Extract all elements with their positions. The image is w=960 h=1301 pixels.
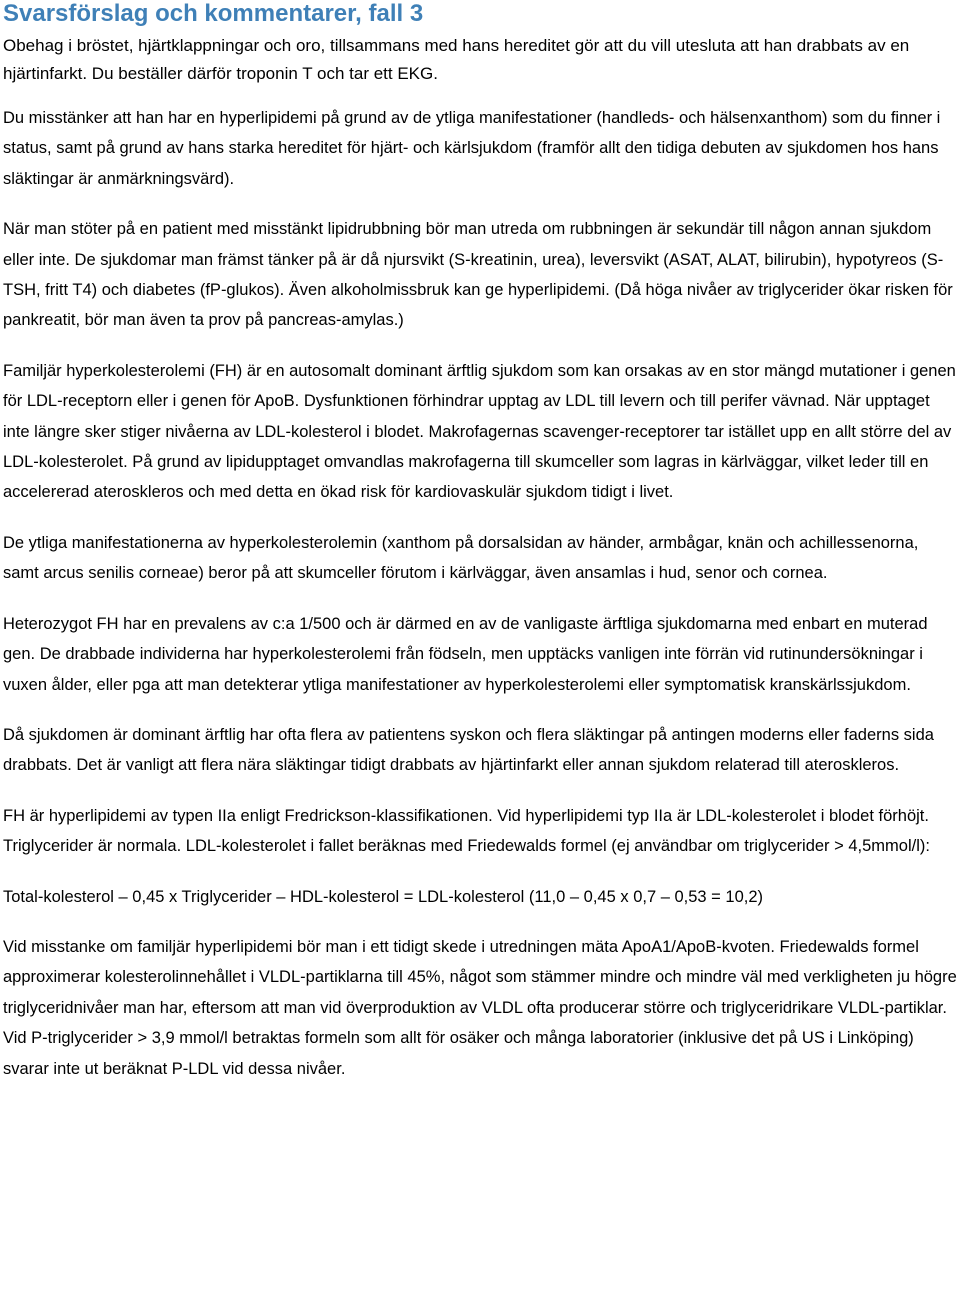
paragraph-fh-definition: Familjär hyperkolesterolemi (FH) är en autosomalt dominant ärftlig sjukdom som kan orsakas av en stor mängd mutationer i genen för LDL-receptorn eller i genen för ApoB. Dysfunktionen förhindrar upptag av LDL till levern och till perifer vävnad. När upptaget inte längre sker stiger nivåerna av LDL-kolesterol i blodet. Makrofagernas scavenger-receptorer tar istället upp en allt större del av LDL-kolesterolet. På grund av lipidupptaget omvandlas makrofagerna till skumceller som lagras in kärlväggar, vilket leder till en accelererad ateroskleros och med detta en ökad risk för kardiovaskulär sjukdom tidigt i livet. (3, 361, 956, 502)
paragraph-secondary-causes: När man stöter på en patient med misstänkt lipidrubbning bör man utreda om rubbningen är sekundär till någon annan sjukdom eller inte. De sjukdomar man främst tänker på är då njursvikt (S-kreatinin, urea), leversvikt (ASAT, ALAT, bilirubin), hypotyreos (S-TSH, fritt T4) och diabetes (fP-glukos). Även alkoholmissbruk kan ge hyperlipidemi. (Då höga nivåer av triglycerider ökar risken för pankreatit, bör man även ta prov på pancreas-amylas.) (3, 220, 953, 330)
paragraph-suspicion: Du misstänker att han har en hyperlipidemi på grund av de ytliga manifestationer (handleds- och hälsenxanthom) som du finner i status, samt på grund av hans starka hereditet för hjärt- och kärlsjukdom (framför allt den tidiga debuten av sjukdomen hos hans släktingar är anmärkningsvärd). (3, 109, 941, 188)
intro-paragraph: Obehag i bröstet, hjärtklappningar och oro, tillsammans med hans hereditet gör att du vill utesluta att han drabbats av en hjärtinfarkt. Du beställer därför troponin T och tar ett EKG. (3, 36, 910, 83)
paragraph-apoa1-apob: Vid misstanke om familjär hyperlipidemi bör man i ett tidigt skede i utredningen mäta ApoA1/ApoB-kvoten. Friedewalds formel approximerar kolesterolinnehållet i VLDL-partiklarna till 45%, något som stämmer mindre och mindre väl med verkligheten ju högre triglyceridnivåer man har, eftersom att man vid överproduktion av VLDL ofta producerar större och triglyceridrikare VLDL-partiklar. Vid P-triglycerider > 3,9 mmol/l betraktas formeln som allt för osäker och många laboratorier (inklusive det på US i Linköping) svarar inte ut beräknat P-LDL vid dessa nivåer. (3, 937, 957, 1078)
friedewald-formula: Total-kolesterol – 0,45 x Triglycerider – HDL-kolesterol = LDL-kolesterol (11,0 – 0,45 x 0,7 – 0,53 = 10,2) (3, 887, 763, 906)
paragraph-heredity: Då sjukdomen är dominant ärftlig har ofta flera av patientens syskon och flera släktingar på antingen moderns eller faderns sida drabbats. Det är vanligt att flera nära släktingar tidigt drabbats av hjärtinfarkt eller annan sjukdom relaterad till ateroskleros. (3, 725, 934, 775)
document-title: Svarsförslag och kommentarer, fall 3 (3, 0, 424, 27)
document-page (3, 0, 958, 1084)
paragraph-fredrickson: FH är hyperlipidemi av typen IIa enligt Fredrickson-klassifikationen. Vid hyperlipidemi typ IIa är LDL-kolesterolet i blodet förhöjt. Triglycerider är normala. LDL-kolesterolet i fallet beräknas med Friedewalds formel (ej användbar om triglycerider > 4,5mmol/l): (3, 806, 930, 856)
paragraph-manifestations: De ytliga manifestationerna av hyperkolesterolemin (xanthom på dorsalsidan av händer, armbågar, knän och achillessenorna, samt arcus senilis corneae) beror på att skumceller förutom i kärlväggar, även ansamlas i hud, senor och cornea. (3, 533, 919, 583)
paragraph-prevalence: Heterozygot FH har en prevalens av c:a 1/500 och är därmed en av de vanligaste ärftliga sjukdomarna med enbart en muterad gen. De drabbade individerna har hyperkolesterolemi från födseln, men upptäcks vanligen inte förrän vid rutinundersökningar i vuxen ålder, eller pga att man detekterar ytliga manifestationer av hyperkolesterolemi eller symptomatisk kranskärlssjukdom. (3, 614, 928, 694)
